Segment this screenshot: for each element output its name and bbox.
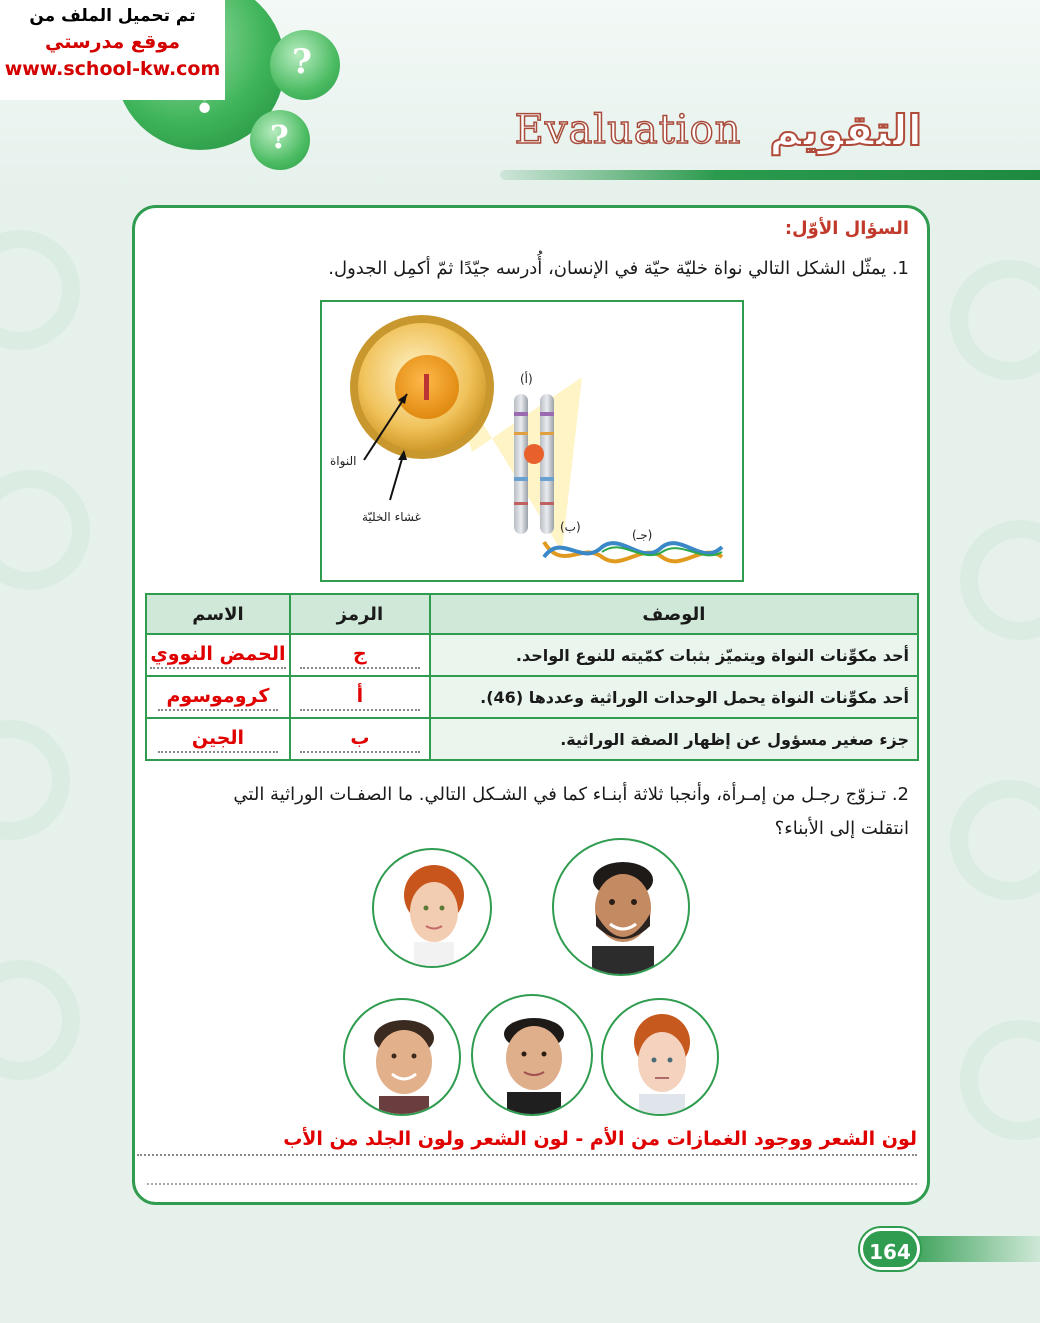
page-number-band (900, 1236, 1040, 1262)
name-value: الجين (158, 725, 278, 753)
nucleus-diagram (322, 302, 744, 582)
row-name-answer[interactable] (146, 676, 290, 718)
label-nucleus: النواة (330, 454, 357, 468)
son-avatar (603, 1000, 719, 1116)
table-header: الرمز (290, 594, 430, 634)
symbol-value: ج (300, 641, 420, 669)
row-description: أحد مكوِّنات النواة ويتميّز بثبات كمّيته للنوع الواحد. (430, 634, 918, 676)
question2-line: 2. تـزوّج رجـل من إمـرأة، وأنجبا ثلاثة أبنـاء كما في الشـكل التالي. ما الصفـات الوراثية التي (233, 784, 909, 805)
page-number: 164 (860, 1228, 920, 1270)
row-symbol-answer[interactable] (290, 676, 430, 718)
question2-answer[interactable]: لون الشعر ووجود الغمازات من الأم - لون الشعر ولون الجلد من الأب (137, 1128, 917, 1156)
son-avatar (345, 1000, 461, 1116)
label-b: (ب) (560, 520, 581, 534)
father-avatar (554, 840, 690, 976)
question1-heading: السؤال الأوّل: (784, 218, 909, 239)
title-arabic: التقويم (769, 105, 922, 155)
name-value: كروموسوم (158, 683, 278, 711)
nucleus-figure (320, 300, 744, 582)
mother-photo (372, 848, 492, 968)
row-name-answer[interactable] (146, 634, 290, 676)
watermark-line: موقع مدرستي (44, 31, 181, 53)
question-mark-icon: ? (292, 42, 312, 82)
label-a: (أ) (520, 372, 533, 386)
label-membrane: غشاء الخليّة (362, 510, 421, 524)
watermark (0, 0, 225, 100)
table-row (146, 676, 918, 718)
tiny-chromosome (424, 374, 429, 400)
page-title (515, 100, 922, 160)
question2-text (149, 778, 909, 846)
son-avatar (473, 996, 593, 1116)
answer-line-empty[interactable] (147, 1183, 917, 1185)
label-c: (جـ) (632, 528, 653, 542)
mother-avatar (374, 850, 492, 968)
table-row (146, 718, 918, 760)
header-divider (500, 170, 1040, 180)
name-value: الحمض النووي (150, 641, 285, 669)
row-name-answer[interactable] (146, 718, 290, 760)
watermark-line: تم تحميل الملف من (29, 6, 196, 26)
father-photo (552, 838, 690, 976)
son-photo-left (343, 998, 461, 1116)
evaluation-card (132, 205, 930, 1205)
title-english: Evaluation (514, 107, 742, 153)
son-photo-right (601, 998, 719, 1116)
table-row (146, 634, 918, 676)
nucleus-table (145, 593, 919, 761)
row-symbol-answer[interactable] (290, 634, 430, 676)
question2-line: انتقلت إلى الأبناء؟ (774, 818, 909, 839)
son-photo-middle (471, 994, 593, 1116)
table-header: الاسم (146, 594, 290, 634)
watermark-link[interactable]: www.school-kw.com (4, 58, 221, 80)
question1-text: 1. يمثّل الشكل التالي نواة خليّة حيّة في الإنسان، أُدرسه جيّدًا ثمّ أكمِل الجدول. (328, 258, 909, 279)
question-mark-icon: ? (270, 118, 289, 156)
symbol-value: أ (300, 683, 420, 711)
row-symbol-answer[interactable] (290, 718, 430, 760)
table-header: الوصف (430, 594, 918, 634)
row-description: أحد مكوِّنات النواة يحمل الوحدات الوراثية وعددها (46). (430, 676, 918, 718)
symbol-value: ب (300, 725, 420, 753)
row-description: جزء صغير مسؤول عن إظهار الصفة الوراثية. (430, 718, 918, 760)
table-header-row (146, 594, 918, 634)
centromere (524, 444, 544, 464)
